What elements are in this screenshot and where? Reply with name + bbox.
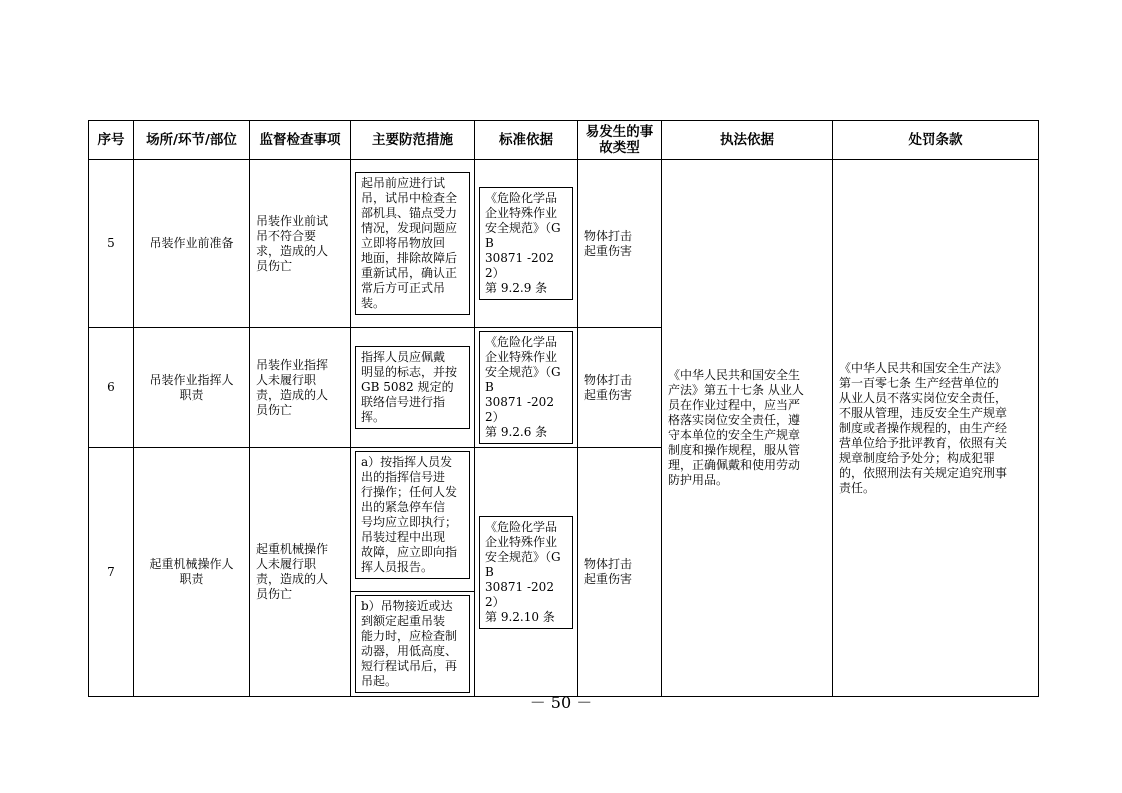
row-seq: 7 — [89, 448, 134, 697]
row-seq: 5 — [89, 160, 134, 328]
measure-b-section: b）吊物接近或达 到额定起重吊装 能力时，应检查制 动器，用低高度、 短行程试吊后，再 吊起。 — [351, 595, 474, 693]
row-item: 吊装作业指挥 人未履行职 责，造成的人 员伤亡 — [250, 328, 351, 448]
row-measures: 起吊前应进行试 吊，试吊中检查全 部机具、锚点受力 情况，发现问题应 立即将吊物放回 地面，排除故障后 重新试吊，确认正 常后方可正式吊 装。 — [351, 160, 475, 328]
page-number: － 50 － — [529, 693, 593, 712]
row-standard: 《危险化学品 企业特殊作业 安全规范》（GB 30871 -2022） 第 9.2.6 条 — [475, 328, 578, 448]
row-item: 吊装作业前试 吊不符合要 求，造成的人 员伤亡 — [250, 160, 351, 328]
header-standard: 标准依据 — [475, 121, 578, 160]
row-measures: 指挥人员应佩戴 明显的标志，并按 GB 5082 规定的 联络信号进行指 挥。 — [351, 328, 475, 448]
header-penalty: 处罚条款 — [833, 121, 1039, 160]
row-location: 吊装作业前准备 — [134, 160, 250, 328]
row-seq: 6 — [89, 328, 134, 448]
table-header-row — [89, 121, 1039, 160]
row-item: 起重机械操作 人未履行职 责，造成的人 员伤亡 — [250, 448, 351, 697]
law-basis-cell: 《中华人民共和国安全生 产法》第五十七条 从业人 员在作业过程中，应当严 格落实岗位安全责任，遵 守本单位的安全生产规章 制度和操作规程，服从管 理，正确佩戴和使用劳动 防护用品。 — [662, 160, 833, 697]
row-accident: 物体打击 起重伤害 — [578, 448, 662, 697]
row-accident: 物体打击 起重伤害 — [578, 160, 662, 328]
header-accident: 易发生的事 故类型 — [578, 121, 662, 160]
measure-a-section: a）按指挥人员发 出的指挥信号进 行操作；任何人发 出的紧急停车信 号均应立即执行； 吊装过程中出现 故障，应立即向指 挥人员报告。 — [351, 451, 474, 592]
row-standard: 《危险化学品 企业特殊作业 安全规范》（GB 30871 -2022） 第 9.2.10 条 — [475, 448, 578, 697]
header-location: 场所/环节/部位 — [134, 121, 250, 160]
table-row — [89, 160, 1039, 328]
header-item: 监督检查事项 — [250, 121, 351, 160]
row-location: 吊装作业指挥人 职责 — [134, 328, 250, 448]
header-measures: 主要防范措施 — [351, 121, 475, 160]
header-seq: 序号 — [89, 121, 134, 160]
inspection-table — [88, 120, 1039, 697]
row-measures — [351, 448, 475, 697]
row-accident: 物体打击 起重伤害 — [578, 328, 662, 448]
header-law: 执法依据 — [662, 121, 833, 160]
row-standard: 《危险化学品 企业特殊作业 安全规范》（GB 30871 -2022） 第 9.2.9 条 — [475, 160, 578, 328]
row-location: 起重机械操作人 职责 — [134, 448, 250, 697]
penalty-clause-cell: 《中华人民共和国安全生产法》 第一百零七条 生产经营单位的 从业人员不落实岗位安全责任， 不服从管理，违反安全生产规章 制度或者操作规程的，由生产经 营单位给予批评教育，依照有关 规章制度给予处分；构成犯罪 的，依照刑法有关规定追究刑事 责任。 — [833, 160, 1039, 697]
